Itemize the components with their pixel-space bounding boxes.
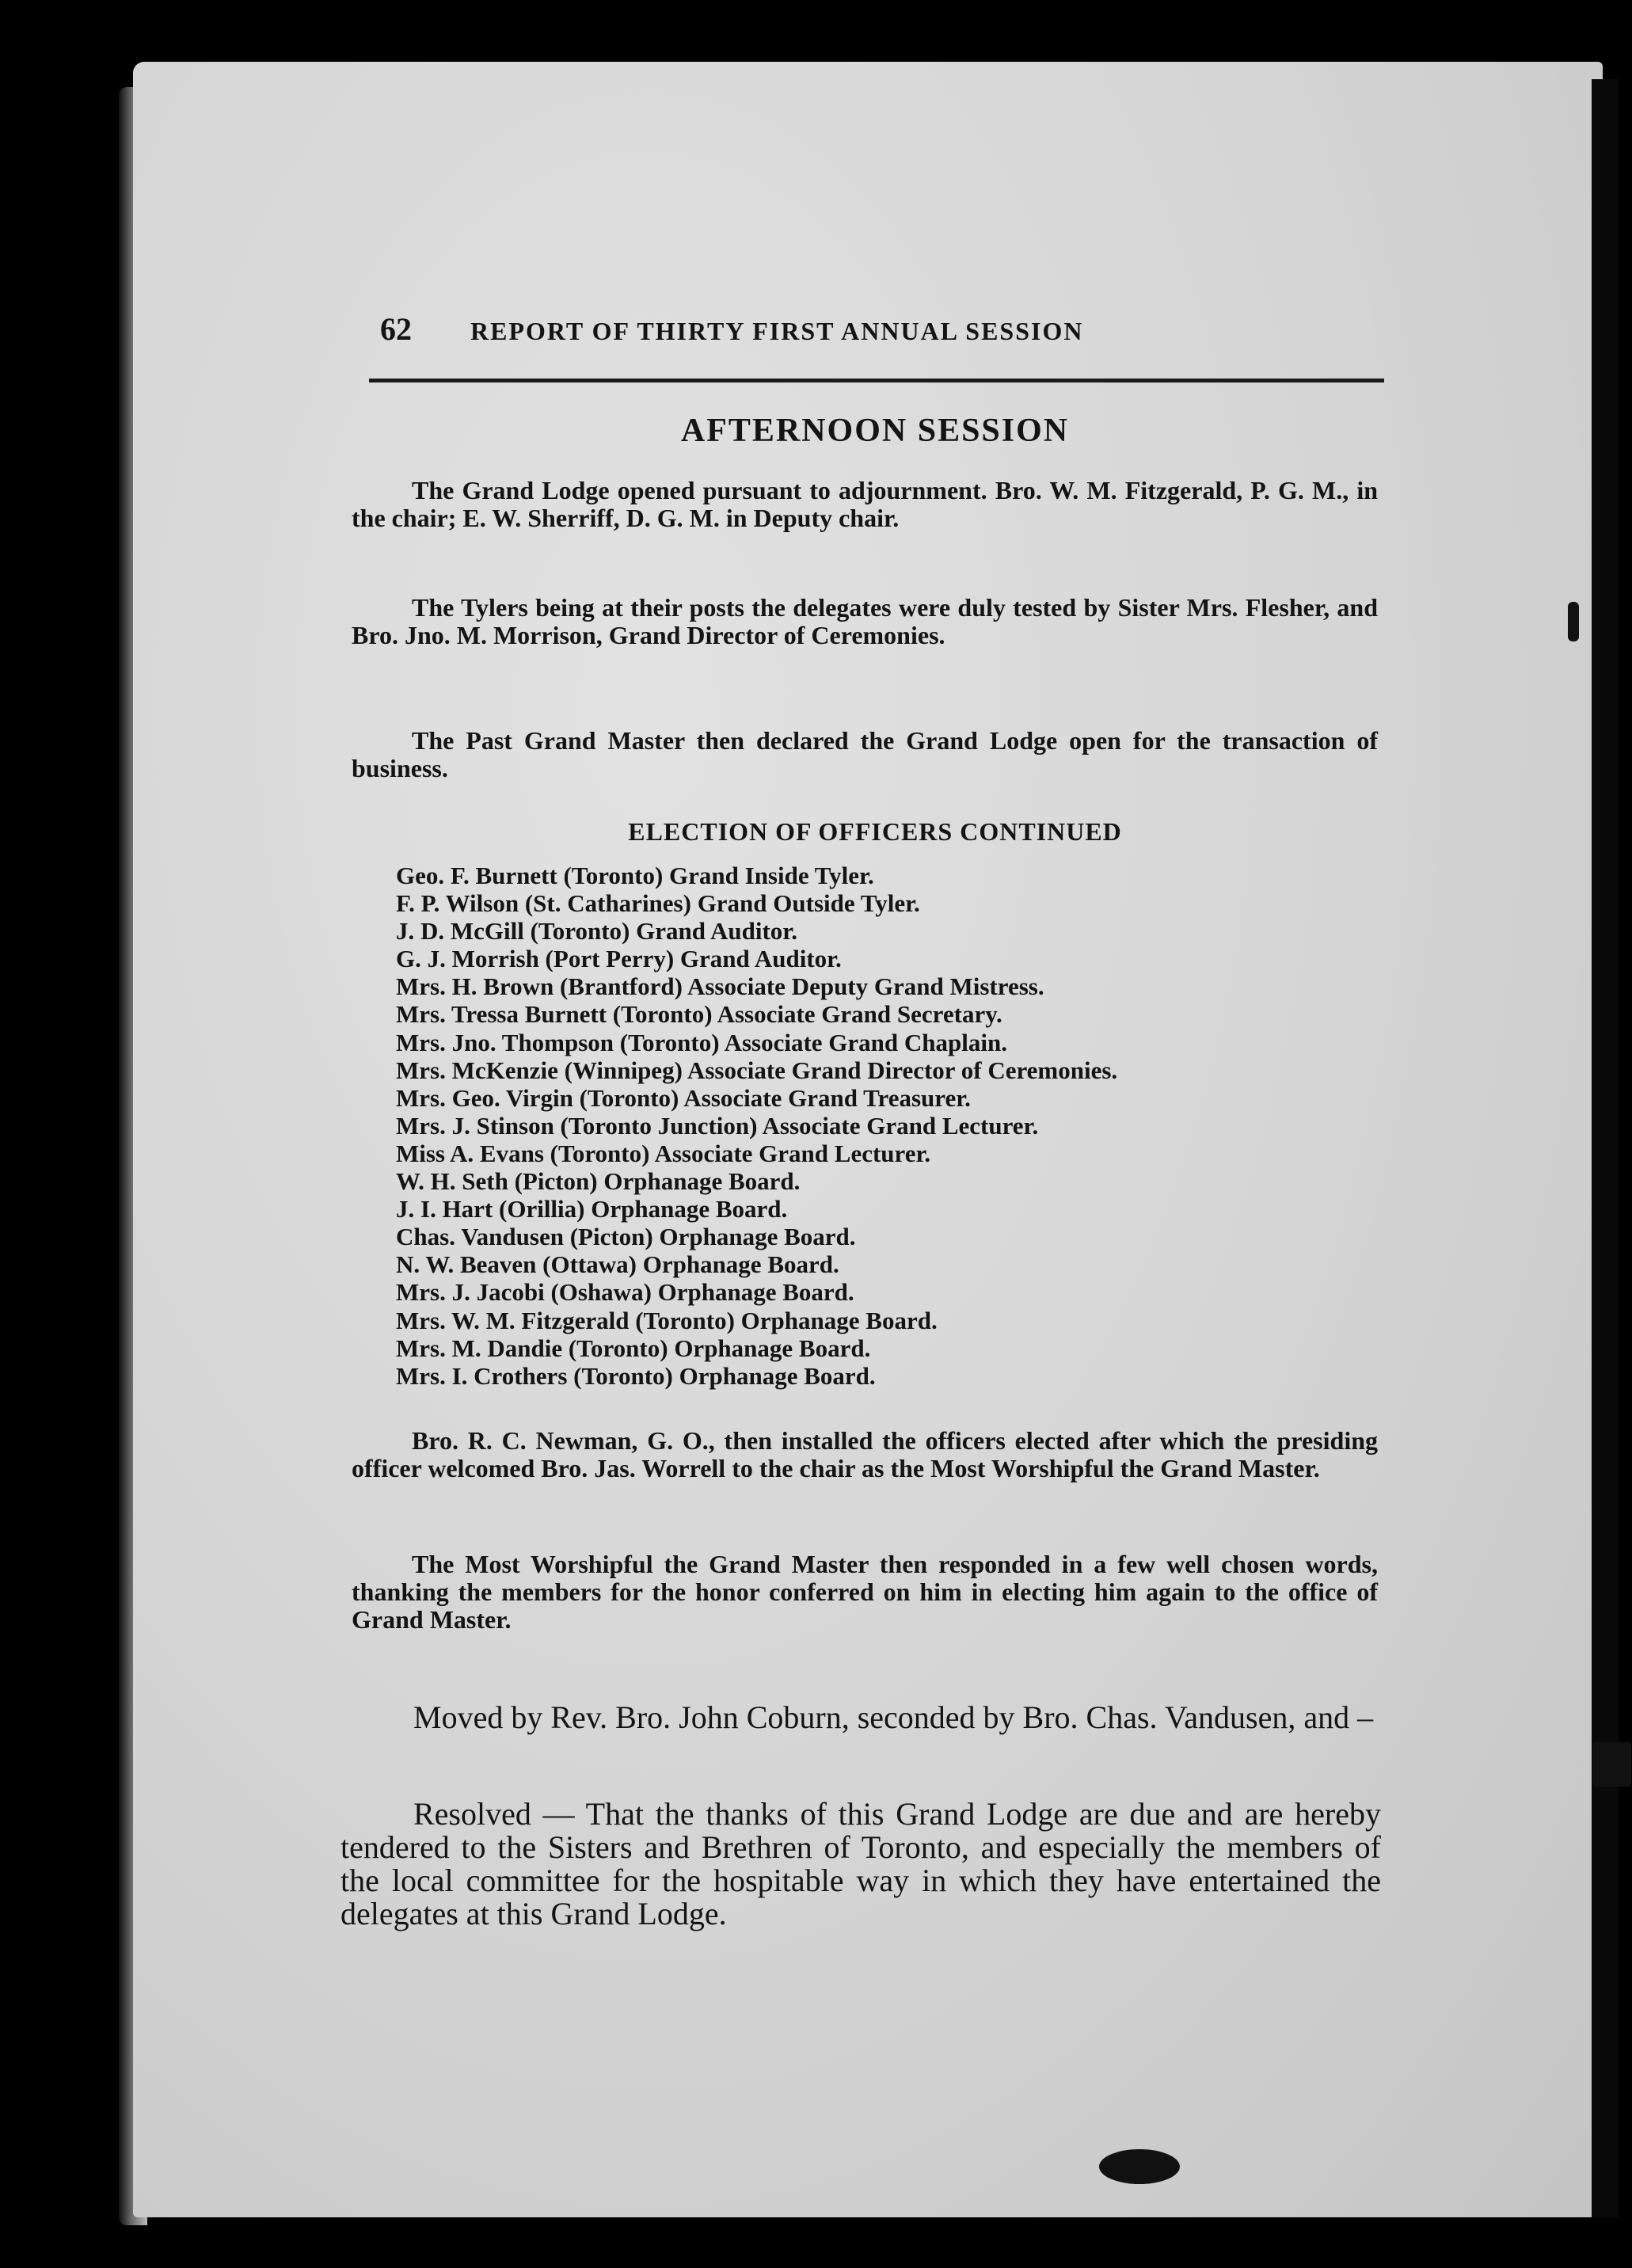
list-item: Mrs. I. Crothers (Toronto) Orphanage Board.	[396, 1361, 876, 1390]
list-item: Mrs. Jno. Thompson (Toronto) Associate Grand Chaplain.	[396, 1028, 1007, 1056]
paragraph-response: The Most Worshipful the Grand Master then responded in a few well chosen words, thanking the members for the honor conferred on him in electing him again to the office of Grand Master.	[352, 1550, 1378, 1634]
list-item: Mrs. Geo. Virgin (Toronto) Associate Grand Treasurer.	[396, 1083, 971, 1112]
list-item: Chas. Vandusen (Picton) Orphanage Board.	[396, 1223, 856, 1251]
session-title: AFTERNOON SESSION	[680, 413, 1070, 449]
list-item: N. W. Beaven (Ottawa) Orphanage Board.	[396, 1250, 839, 1279]
list-item: Mrs. J. Jacobi (Oshawa) Orphanage Board.	[396, 1278, 854, 1307]
margin-mark	[1568, 602, 1579, 641]
paragraph-installation: Bro. R. C. Newman, G. O., then installed the officers elected after which the presiding officer welcomed Bro. Jas. Worrell to the chair as the Most Worshipful the Grand Master.	[352, 1426, 1378, 1482]
list-item: J. D. McGill (Toronto) Grand Auditor.	[396, 917, 797, 946]
running-head: REPORT OF THIRTY FIRST ANNUAL SESSION	[470, 317, 1084, 345]
officer-list	[396, 862, 1378, 1390]
list-item: Mrs. McKenzie (Winnipeg) Associate Grand Director of Ceremonies.	[396, 1056, 1118, 1084]
paragraph-motion: Moved by Rev. Bro. John Coburn, seconded by Bro. Chas. Vandusen, and –	[413, 1699, 1374, 1735]
list-item: Mrs. J. Stinson (Toronto Junction) Associate Grand Lecturer.	[396, 1111, 1039, 1140]
spine-clip	[1593, 1742, 1631, 1787]
list-item: Mrs. Tressa Burnett (Toronto) Associate Grand Secretary.	[396, 1000, 1002, 1029]
paragraph-declared-open: The Past Grand Master then declared the Grand Lodge open for the transaction of business.	[352, 726, 1378, 782]
list-item: Mrs. W. M. Fitzgerald (Toronto) Orphanage Board.	[396, 1306, 938, 1334]
list-item: Geo. F. Burnett (Toronto) Grand Inside Tyler.	[396, 862, 874, 889]
paragraph-opening: The Grand Lodge opened pursuant to adjournment. Bro. W. M. Fitzgerald, P. G. M., in the chair; E. W. Sherriff, D. G. M. in Deputy chair.	[352, 476, 1378, 532]
book-spine	[1592, 79, 1619, 2217]
list-item: G. J. Morrish (Port Perry) Grand Auditor.	[396, 945, 842, 973]
list-item: Mrs. M. Dandie (Toronto) Orphanage Board.	[396, 1334, 871, 1362]
ink-smudge	[1099, 2149, 1180, 2184]
list-item: F. P. Wilson (St. Catharines) Grand Outside Tyler.	[396, 889, 920, 918]
list-item: J. I. Hart (Orillia) Orphanage Board.	[396, 1195, 788, 1223]
page-header	[380, 310, 1362, 366]
header-rule	[369, 379, 1384, 382]
election-heading: ELECTION OF OFFICERS CONTINUED	[628, 817, 1122, 846]
page-number: 62	[380, 311, 412, 347]
list-item: Miss A. Evans (Toronto) Associate Grand Lecturer.	[396, 1139, 931, 1167]
paragraph-resolution: Resolved — That the thanks of this Grand Lodge are due and are hereby tendered to the Sisters and Brethren of Toronto, and especially the members of the local committee for the hospitable way in which they have entertained the delegates at this Grand Lodge.	[340, 1796, 1381, 1931]
list-item: Mrs. H. Brown (Brantford) Associate Deputy Grand Mistress.	[396, 972, 1044, 1001]
list-item: W. H. Seth (Picton) Orphanage Board.	[396, 1167, 801, 1196]
paragraph-tylers: The Tylers being at their posts the delegates were duly tested by Sister Mrs. Flesher, and Bro. Jno. M. Morrison, Grand Director of Ceremonies.	[352, 593, 1378, 649]
